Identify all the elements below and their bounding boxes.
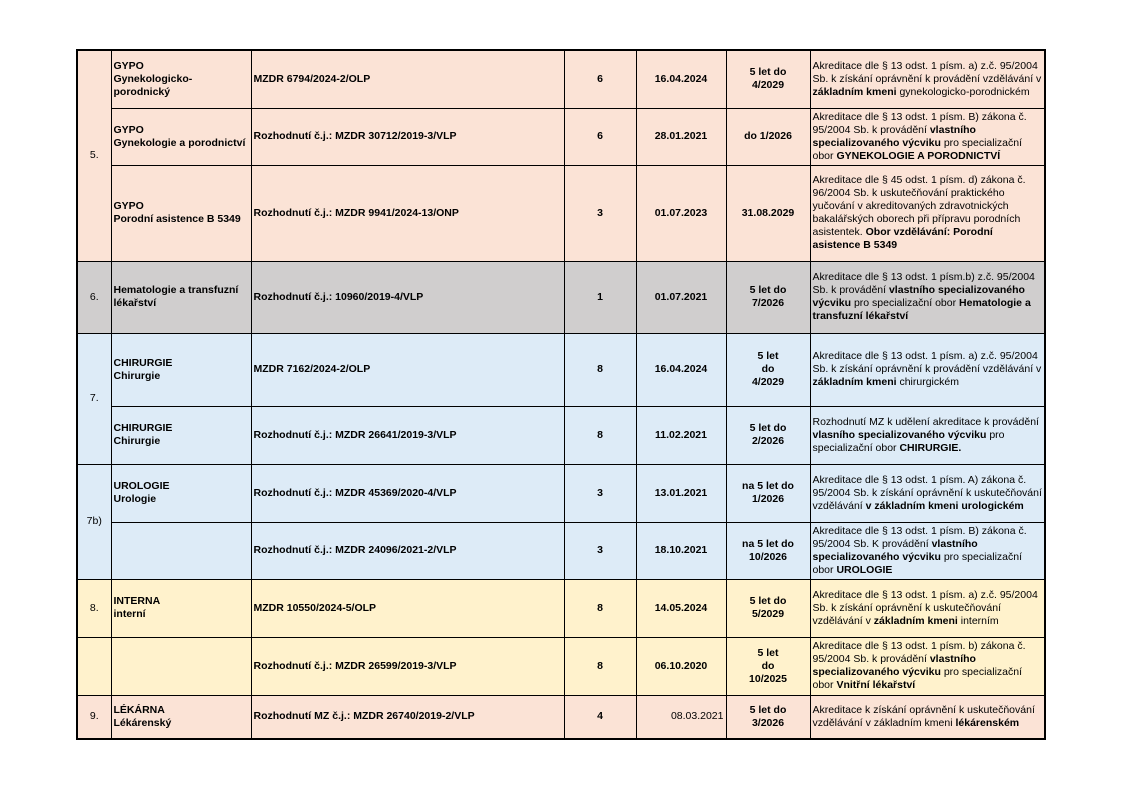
description-run: interním	[957, 614, 999, 627]
field-name: GYPO Gynekologie a porodnictví	[111, 108, 251, 165]
reference-number: Rozhodnutí č.j.: 10960/2019-4/VLP	[251, 261, 564, 333]
validity-value: 5 let do 2/2026	[726, 406, 810, 464]
reference-number: Rozhodnutí č.j.: MZDR 9941/2024-13/ONP	[251, 165, 564, 261]
table-row	[77, 522, 1045, 579]
description	[810, 165, 1045, 261]
description-run: GYNEKOLOGIE A PORODNICTVÍ	[836, 149, 1001, 162]
description-run: pro specializační obor	[851, 297, 960, 309]
row-number: 8.	[77, 579, 111, 637]
validity-value: 5 let do 7/2026	[726, 261, 810, 333]
description	[810, 464, 1045, 522]
count-value: 8	[564, 406, 636, 464]
description-run: Vnitřní lékařství	[836, 679, 916, 691]
row-number: 6.	[77, 261, 111, 333]
date-value: 01.07.2023	[636, 165, 726, 261]
description-run: Akreditace dle § 13 odst. 1 písm. a) z.č. 95/2004 Sb. k získání oprávnění k provádění vzdělávání v	[812, 59, 1042, 85]
reference-number: Rozhodnutí č.j.: MZDR 45369/2020-4/VLP	[251, 464, 564, 522]
count-value: 6	[564, 108, 636, 165]
reference-number: MZDR 6794/2024-2/OLP	[251, 50, 564, 108]
description-run: UROLOGIE	[836, 563, 893, 576]
description-run: CHIRURGIE.	[899, 441, 962, 454]
field-name	[111, 522, 251, 579]
description-run: Akreditace dle § 13 odst. 1 písm. a) z.č. 95/2004 Sb. k získání oprávnění k uskutečňování vzdělávání v	[812, 588, 1038, 627]
description-run: základním kmeni	[812, 85, 897, 98]
table-row	[77, 50, 1045, 108]
table-row	[77, 165, 1045, 261]
date-value: 06.10.2020	[636, 637, 726, 695]
date-value: 14.05.2024	[636, 579, 726, 637]
reference-number: Rozhodnutí č.j.: MZDR 24096/2021-2/VLP	[251, 522, 564, 579]
count-value: 1	[564, 261, 636, 333]
description	[810, 695, 1045, 739]
description-run: gynekologicko-porodnickém	[896, 85, 1030, 98]
validity-value: na 5 let do 1/2026	[726, 464, 810, 522]
description	[810, 108, 1045, 165]
description-run: Akreditace dle § 13 odst. 1 písm. A) zákona č. 95/2004 Sb. k získání oprávnění k uskutečňování vzdělávání	[812, 473, 1042, 512]
row-number	[77, 637, 111, 695]
date-value: 11.02.2021	[636, 406, 726, 464]
reference-number: MZDR 7162/2024-2/OLP	[251, 333, 564, 406]
field-name: LÉKÁRNA Lékárenský	[111, 695, 251, 739]
table-row	[77, 464, 1045, 522]
count-value: 3	[564, 165, 636, 261]
description-run: vlastního specializovaného výcviku	[812, 653, 976, 678]
field-name: GYPO Gynekologicko-porodnický	[111, 50, 251, 108]
reference-number: Rozhodnutí č.j.: MZDR 26599/2019-3/VLP	[251, 637, 564, 695]
accreditation-table	[76, 49, 1046, 740]
table-row	[77, 637, 1045, 695]
description	[810, 522, 1045, 579]
description-run: pro specializační obor	[812, 136, 1023, 162]
description-run: Rozhodnutí MZ k udělení akreditace k provádění	[812, 415, 1039, 428]
count-value: 8	[564, 579, 636, 637]
date-value: 13.01.2021	[636, 464, 726, 522]
description	[810, 50, 1045, 108]
table-row	[77, 695, 1045, 739]
count-value: 4	[564, 695, 636, 739]
field-name: Hematologie a transfuzní lékařství	[111, 261, 251, 333]
table-row	[77, 108, 1045, 165]
description-run: v základním kmeni urologickém	[865, 499, 1024, 512]
validity-value: do 1/2026	[726, 108, 810, 165]
description-run: lékárenském	[955, 716, 1020, 729]
description	[810, 261, 1045, 333]
description-run: pro specializační obor	[812, 666, 1023, 691]
description-run: vlasního specializovaného výcviku	[812, 428, 987, 441]
date-value: 16.04.2024	[636, 50, 726, 108]
description	[810, 333, 1045, 406]
description-run: vlastního specializovaného výcviku	[812, 537, 978, 563]
date-value: 08.03.2021	[636, 695, 726, 739]
description-run: základním kmeni	[873, 614, 958, 627]
validity-value: 5 let do 4/2029	[726, 333, 810, 406]
table-row	[77, 406, 1045, 464]
date-value: 18.10.2021	[636, 522, 726, 579]
table-row	[77, 333, 1045, 406]
validity-value: 5 let do 4/2029	[726, 50, 810, 108]
table-row	[77, 579, 1045, 637]
count-value: 6	[564, 50, 636, 108]
description-run: základním kmeni	[812, 376, 897, 388]
validity-value: 31.08.2029	[726, 165, 810, 261]
count-value: 3	[564, 522, 636, 579]
field-name: CHIRURGIE Chirurgie	[111, 406, 251, 464]
reference-number: Rozhodnutí MZ č.j.: MZDR 26740/2019-2/VLP	[251, 695, 564, 739]
description-run: chirurgickém	[896, 376, 959, 388]
reference-number: MZDR 10550/2024-5/OLP	[251, 579, 564, 637]
description-run: Akreditace dle § 13 odst. 1 písm. B) zákona č. 95/2004 Sb. k provádění	[812, 110, 1027, 136]
date-value: 16.04.2024	[636, 333, 726, 406]
field-name	[111, 637, 251, 695]
description-run: Obor vzdělávání: Porodní asistence B 5349	[812, 226, 993, 251]
description-run: vlastního specializovaného výcviku	[812, 123, 976, 149]
description	[810, 579, 1045, 637]
field-name: INTERNA interní	[111, 579, 251, 637]
count-value: 8	[564, 333, 636, 406]
field-name: GYPO Porodní asistence B 5349	[111, 165, 251, 261]
description-run: Akreditace dle § 13 odst. 1 písm. B) zákona č. 95/2004 Sb. K provádění	[812, 524, 1027, 550]
validity-value: 5 let do 3/2026	[726, 695, 810, 739]
description-run: pro specializační obor	[812, 428, 1005, 454]
description-run: Akreditace dle § 13 odst. 1 písm. b) zákona č. 95/2004 Sb. k provádění	[812, 640, 1026, 665]
field-name: CHIRURGIE Chirurgie	[111, 333, 251, 406]
table-row	[77, 261, 1045, 333]
count-value: 8	[564, 637, 636, 695]
description-run: Akreditace dle § 13 odst. 1 písm. a) z.č. 95/2004 Sb. k získání oprávnění k provádění vzdělávání v	[812, 350, 1042, 375]
row-number: 5.	[77, 50, 111, 261]
description-run: Akreditace k získání oprávnění k uskutečňování vzdělávání v základním kmeni	[812, 703, 1035, 729]
field-name: UROLOGIE Urologie	[111, 464, 251, 522]
row-number: 7b)	[77, 464, 111, 579]
validity-value: 5 let do 10/2025	[726, 637, 810, 695]
description-run: Akreditace dle § 45 odst. 1 písm. d) zákona č. 96/2004 Sb. k uskutečňování praktického yučování v akreditovaných zdravotnických bakalářských oborech při přípravu porodních asistentek.	[812, 174, 1026, 238]
validity-value: 5 let do 5/2029	[726, 579, 810, 637]
description-run: Akreditace dle § 13 odst. 1 písm.b) z.č. 95/2004 Sb. k provádění	[812, 271, 1035, 296]
validity-value: na 5 let do 10/2026	[726, 522, 810, 579]
reference-number: Rozhodnutí č.j.: MZDR 30712/2019-3/VLP	[251, 108, 564, 165]
date-value: 28.01.2021	[636, 108, 726, 165]
date-value: 01.07.2021	[636, 261, 726, 333]
description-run: pro specializační obor	[812, 550, 1023, 576]
description-run: vlastního specializovaného výcviku	[812, 284, 1025, 309]
reference-number: Rozhodnutí č.j.: MZDR 26641/2019-3/VLP	[251, 406, 564, 464]
description	[810, 637, 1045, 695]
count-value: 3	[564, 464, 636, 522]
row-number: 7.	[77, 333, 111, 464]
description	[810, 406, 1045, 464]
description-run: Hematologie a transfuzní lékařství	[812, 297, 1031, 322]
row-number: 9.	[77, 695, 111, 739]
